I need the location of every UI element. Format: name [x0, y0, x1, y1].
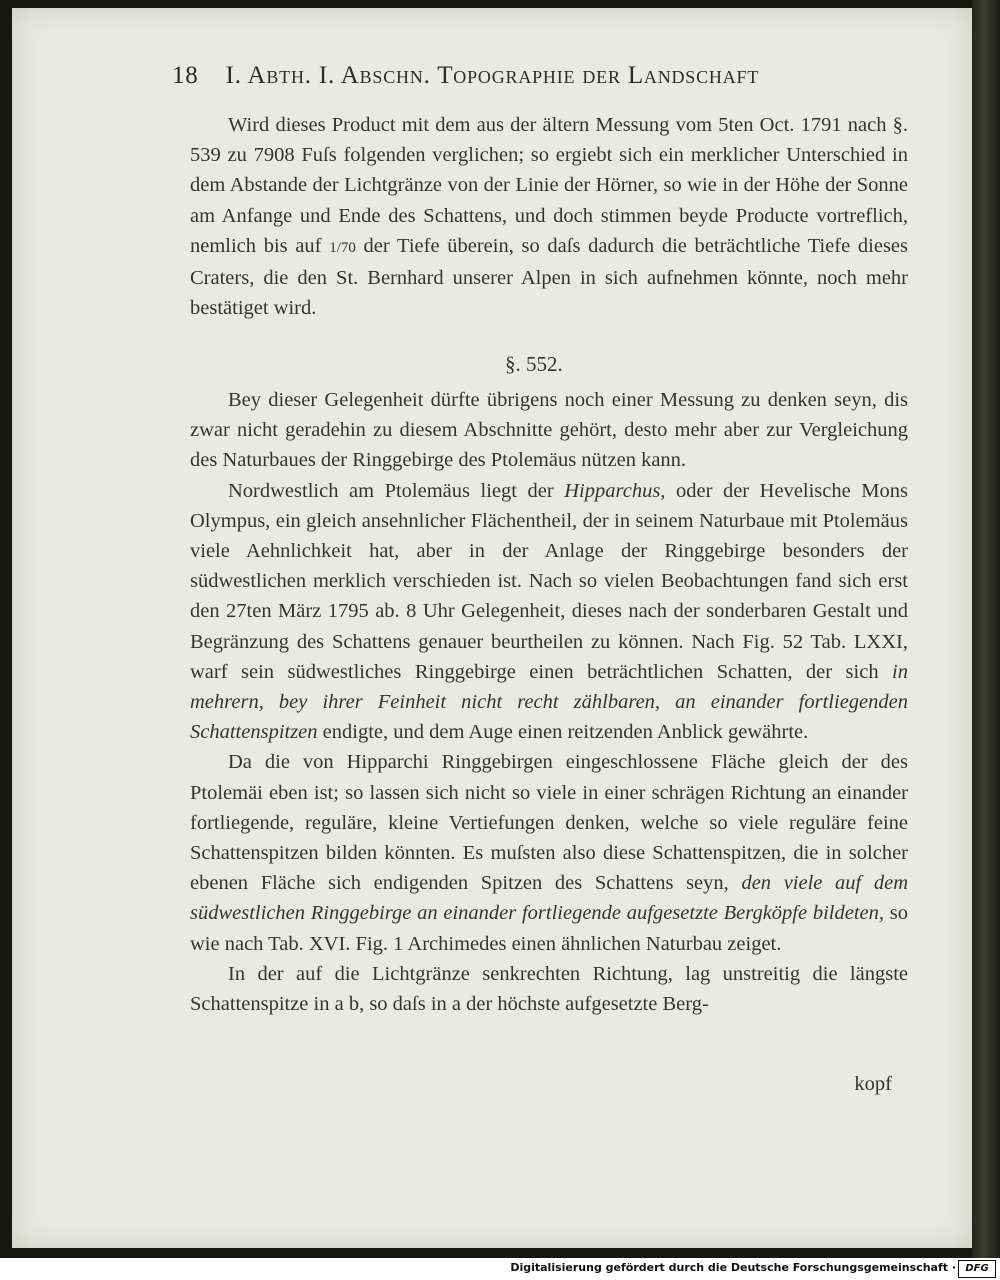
- paragraph-4: [190, 747, 908, 958]
- text-block-1: [190, 110, 908, 323]
- running-header: [172, 62, 759, 90]
- paragraph-2: Bey dieser Gelegenheit dürfte übrigens noch einer Messung zu denken seyn, dis zwar nicht geradehin zu diesem Abschnitte gehört, desto mehr aber zur Vergleichung des Naturbaues der Ringgebirge des Ptolemäus nützen kann.: [190, 389, 908, 472]
- paragraph-3-italic-2: in mehrern, bey ihrer Feinheit nicht recht zählbaren, an einander fortliegenden Schattenspitzen: [190, 660, 908, 744]
- footer-credit: Digitalisierung gefördert durch die Deutsche Forschungsgemeinschaft ·: [510, 1261, 956, 1274]
- paragraph-3-text-c: endigte, und dem Auge einen reitzenden Anblick gewährte.: [322, 721, 809, 744]
- paragraph-4-text-b: so wie nach Tab. XVI. Fig. 1 Archimedes einen ähnlichen Naturbau zeiget.: [190, 902, 909, 955]
- fraction: 1/70: [329, 239, 356, 256]
- digitization-footer: [0, 1258, 1000, 1280]
- paragraph-3-text-b: oder der Hevelische Mons Olympus, ein gleich ansehnlicher Flächentheil, der in seinem Naturbaue mit Ptolemäus viele Aehnlichkeit hat, aber in der Anlage der Ringgebirge besonders der südwestlichen merklich verschieden ist. Nach so vielen Beobachtungen fand sich erst den 27ten März 1795 ab. 8 Uhr Gelegenheit, dieses nach der sonderbaren Gestalt und Begränzung des Schattens genauer beurtheilen zu können. Nach Fig. 52 Tab. LXXI, warf sein südwestliches Ringgebirge einen beträchtlichen Schatten, der sich: [190, 479, 908, 683]
- paragraph-3-text-a: Nordwestlich am Ptolemäus liegt der: [228, 479, 554, 502]
- paragraph-4-italic: den viele auf dem südwestlichen Ringgebirge an einander fortliegende aufgesetzte Bergköpfe bildeten,: [190, 872, 909, 925]
- paragraph-4-text-a: Da die von Hipparchi Ringgebirgen eingeschlossene Fläche gleich der des Ptolemäi eben ist; so lassen sich nicht so viele in einer schrägen Richtung an einander fortliegende, reguläre, kleine Vertiefungen denken, welche so viele reguläre feine Schattenspitzen bilden könnten. Es muſsten also diese Schattenspitzen, die in solcher ebenen Fläche sich endigenden Spitzen des Schattens seyn,: [190, 751, 908, 895]
- paragraph-1-text-a: Wird dieses Product mit dem aus der ältern Messung vom 5ten Oct. 1791 nach §. 539 zu 7908 Fuſs folgenden verglichen; so ergiebt sich ein merklicher Unterschied in dem Abstande der Lichtgränze von der Linie der Hörner, so wie in der Höhe der Sonne am Anfange und Ende des Schattens, und doch stimmen beyde Producte vortreflich, nemlich bis auf: [190, 114, 908, 257]
- book-spine: [972, 0, 1000, 1258]
- text-block-2: [190, 385, 908, 1019]
- paragraph-5: In der auf die Lichtgränze senkrechten Richtung, lag unstreitig die längste Schattenspitze in a b, so daſs in a der höchste aufgesetzte Berg-: [190, 962, 908, 1016]
- running-title: I. Abth. I. Abschn. Topographie der Landschaft: [225, 62, 760, 89]
- catchword: kopf: [854, 1073, 892, 1095]
- paragraph-1-text-b: der Tiefe überein, so daſs dadurch die beträchtliche Tiefe dieses Craters, die den St. Bernhard unserer Alpen in sich aufnehmen könnte, noch mehr bestätiget wird.: [190, 234, 909, 320]
- paragraph-3: [190, 476, 908, 748]
- dfg-logo-icon: DFG: [958, 1260, 996, 1278]
- section-heading: §. 552.: [505, 352, 563, 376]
- page-number: 18: [172, 62, 199, 89]
- paragraph-1: [190, 110, 908, 323]
- paragraph-3-italic-1: Hipparchus,: [564, 479, 666, 502]
